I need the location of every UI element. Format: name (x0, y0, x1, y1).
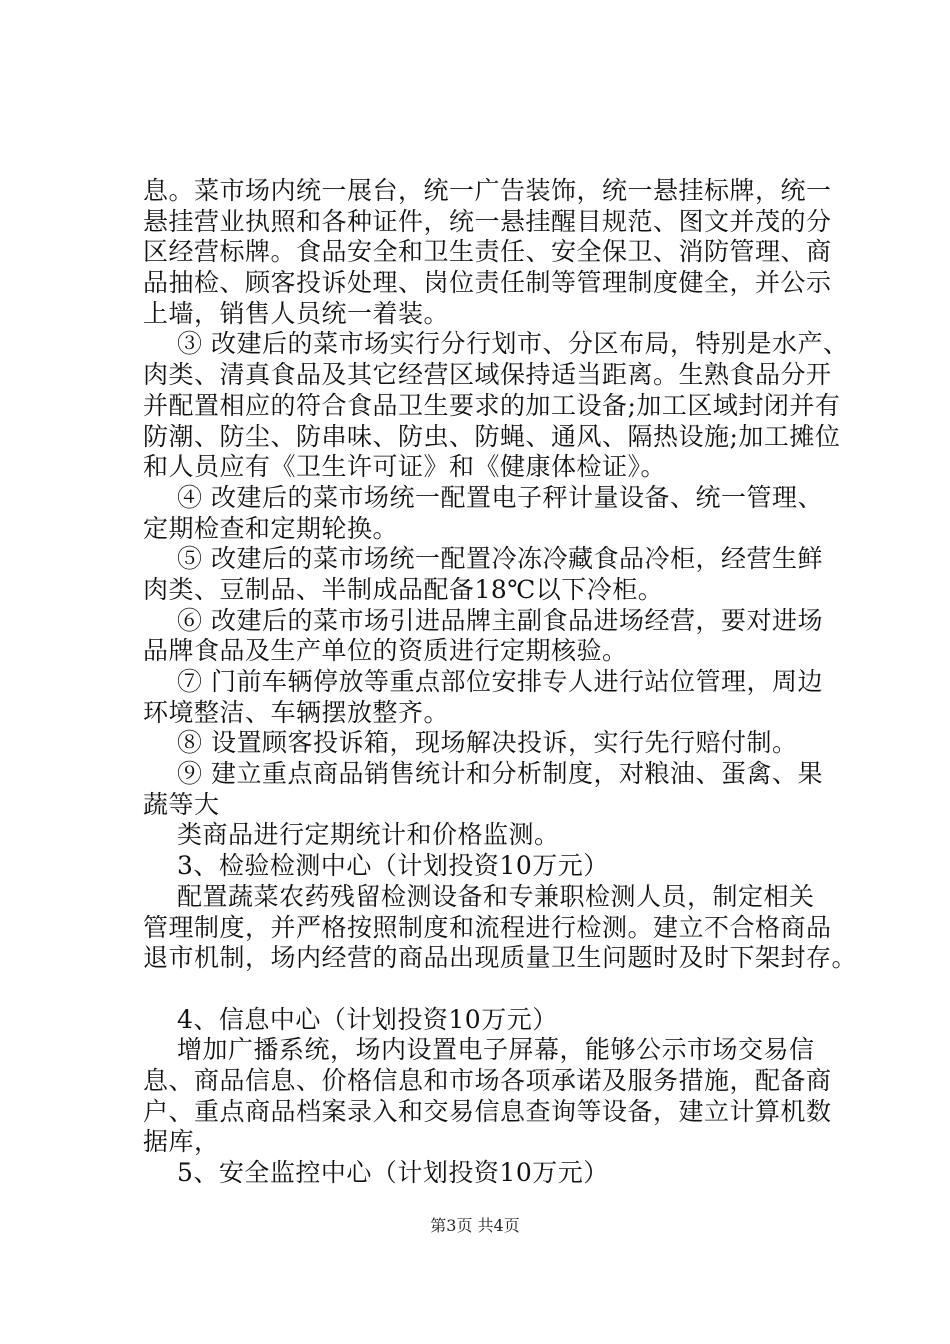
text-line: 息、商品信息、价格信息和市场各项承诺及服务措施，配备商 (143, 1066, 832, 1095)
text-line: ④ 改建后的菜市场统一配置电子秤计量设备、统一管理、 (177, 483, 823, 512)
text-line: 管理制度，并严格按照制度和流程进行检测。建立不合格商品 (143, 913, 832, 942)
text-line: 悬挂营业执照和各种证件，统一悬挂醒目规范、图文并茂的分 (143, 207, 832, 236)
page-footer: 第3页 共4页 (430, 1216, 520, 1235)
text-line: 品抽检、顾客投诉处理、岗位责任制等管理制度健全，并公示 (143, 268, 832, 297)
text-line: 区经营标牌。食品安全和卫生责任、安全保卫、消防管理、商 (143, 237, 832, 266)
text-line: 环境整洁、车辆摆放整齐。 (143, 698, 450, 727)
text-line: 肉类、清真食品及其它经营区域保持适当距离。生熟食品分开 (143, 360, 832, 389)
text-line: ⑥ 改建后的菜市场引进品牌主副食品进场经营，要对进场 (177, 606, 823, 635)
text-line: 据库， (143, 1127, 220, 1156)
text-line: 增加广播系统，场内设置电子屏幕，能够公示市场交易信 (177, 1035, 815, 1064)
section-heading: 4、信息中心（计划投资10万元） (177, 1005, 558, 1034)
text-line: 防潮、防尘、防串味、防虫、防蝇、通风、隔热设施;加工摊位 (143, 422, 841, 451)
text-line: ③ 改建后的菜市场实行分行划市、分区布局，特别是水产、 (177, 329, 849, 358)
text-line: ⑤ 改建后的菜市场统一配置冷冻冷藏食品冷柜，经营生鲜 (177, 544, 823, 573)
text-line: 配置蔬菜农药残留检测设备和专兼职检测人员，制定相关 (177, 882, 815, 911)
text-line: 蔬等大 (143, 790, 220, 819)
text-line: 息。菜市场内统一展台，统一广告装饰，统一悬挂标牌，统一 (143, 176, 832, 205)
text-line: ⑧ 设置顾客投诉箱，现场解决投诉，实行先行赔付制。 (177, 728, 798, 757)
section-heading: 5、安全监控中心（计划投资10万元） (177, 1158, 609, 1187)
text-line: 上墙，销售人员统一着装。 (143, 299, 450, 328)
text-line: 并配置相应的符合食品卫生要求的加工设备;加工区域封闭并有 (143, 391, 841, 420)
text-line: 类商品进行定期统计和价格监测。 (177, 820, 560, 849)
text-line: ⑦ 门前车辆停放等重点部位安排专人进行站位管理，周边 (177, 667, 823, 696)
text-line: 定期检查和定期轮换。 (143, 514, 399, 543)
text-line: 品牌食品及生产单位的资质进行定期核验。 (143, 636, 628, 665)
text-line: ⑨ 建立重点商品销售统计和分析制度，对粮油、蛋禽、果 (177, 759, 823, 788)
section-heading: 3、检验检测中心（计划投资10万元） (177, 851, 609, 880)
text-line: 户、重点商品档案录入和交易信息查询等设备，建立计算机数 (143, 1097, 832, 1126)
text-line: 肉类、豆制品、半制成品配备18℃以下冷柜。 (143, 575, 664, 604)
text-line: 和人员应有《卫生许可证》和《健康体检证》。 (143, 452, 667, 481)
text-line: 退市机制，场内经营的商品出现质量卫生问题时及时下架封存。 (143, 943, 858, 972)
